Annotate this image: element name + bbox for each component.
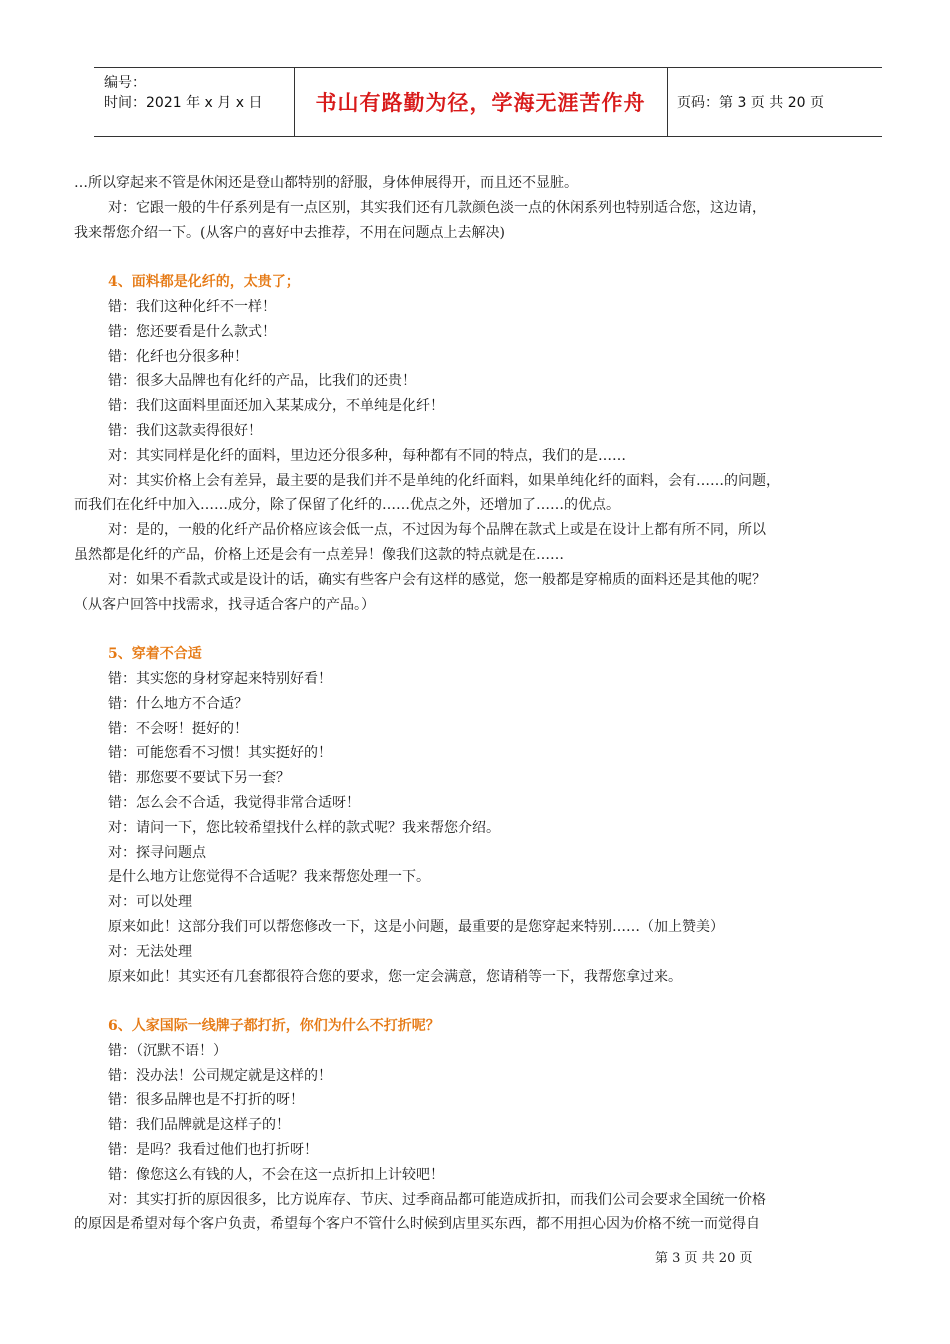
body-line: 对：可以处理 bbox=[108, 894, 192, 911]
header-page-number: 页码：第 3 页 共 20 页 bbox=[677, 95, 824, 111]
body-line: 原来如此！这部分我们可以帮您修改一下，这是小问题，最重要的是您穿起来特别……（加上赞美） bbox=[108, 918, 724, 935]
body-line: 错：不会呀！挺好的！ bbox=[108, 720, 248, 737]
body-line: 错：什么地方不合适？ bbox=[108, 695, 248, 712]
paragraph-line: 对：其实打折的原因很多，比方说库存、节庆、过季商品都可能造成折扣，而我们公司会要求全国统一价格 bbox=[108, 1191, 766, 1208]
paragraph-line: 我来帮您介绍一下。(从客户的喜好中去推荐，不用在问题点上去解决) bbox=[74, 224, 505, 241]
header-motto-cell bbox=[294, 68, 668, 136]
body-line: 错：我们这面料里面还加入某某成分，不单纯是化纤！ bbox=[108, 398, 444, 415]
body-line: 错：我们品牌就是这样子的！ bbox=[108, 1117, 290, 1134]
body-line: 错：我们这款卖得很好！ bbox=[108, 422, 262, 439]
body-line: 是什么地方让您觉得不合适呢？我来帮您处理一下。 bbox=[108, 869, 430, 886]
header-motto: 书山有路勤为径，学海无涯苦作舟 bbox=[315, 91, 646, 115]
body-line: 错：您还要看是什么款式！ bbox=[108, 323, 276, 340]
body-line: 对：探寻问题点 bbox=[108, 844, 206, 861]
body-line: 对：请问一下，您比较希望找什么样的款式呢？我来帮您介绍。 bbox=[108, 819, 500, 836]
body-line: 原来如此！其实还有几套都很符合您的要求，您一定会满意，您请稍等一下，我帮您拿过来。 bbox=[108, 968, 682, 985]
paragraph-line: 对：如果不看款式或是设计的话，确实有些客户会有这样的感觉，您一般都是穿棉质的面料还是其他的呢？ bbox=[108, 571, 766, 588]
section-heading: 5、穿着不合适 bbox=[108, 646, 202, 663]
body-line: 错：怎么会不合适，我觉得非常合适呀！ bbox=[108, 794, 360, 811]
paragraph-spacer bbox=[74, 617, 914, 642]
header-page-cell bbox=[667, 68, 882, 136]
body-line: 错：很多大品牌也有化纤的产品，比我们的还贵！ bbox=[108, 373, 416, 390]
section-heading: 4、面料都是化纤的，太贵了； bbox=[108, 274, 300, 291]
paragraph-line: 对：它跟一般的牛仔系列是有一点区别，其实我们还有几款颜色淡一点的休闲系列也特别适合您，这边请， bbox=[108, 199, 766, 216]
page-header bbox=[94, 67, 882, 137]
header-meta-cell bbox=[94, 68, 295, 136]
body-line: 错：是吗？我看过他们也打折呀！ bbox=[108, 1142, 318, 1159]
paragraph-line: 的原因是希望对每个客户负责，希望每个客户不管什么时候到店里买东西，都不用担心因为价格不统一而觉得自 bbox=[74, 1216, 760, 1233]
body-line: 错：我们这种化纤不一样！ bbox=[108, 298, 276, 315]
paragraph-line: 对：其实价格上会有差异，最主要的是我们并不是单纯的化纤面料，如果单纯化纤的面料，会有……的问题， bbox=[108, 472, 780, 489]
paragraph-line: （从客户回答中找需求，找寻适合客户的产品。） bbox=[74, 596, 375, 613]
paragraph-line: 而我们在化纤中加入……成分，除了保留了化纤的……优点之外，还增加了……的优点。 bbox=[74, 497, 620, 514]
body-line: 错：像您这么有钱的人，不会在这一点折扣上计较吧！ bbox=[108, 1166, 444, 1183]
body-line: 错：化纤也分很多种！ bbox=[108, 348, 248, 365]
body-line: 错：没办法！公司规定就是这样的！ bbox=[108, 1067, 332, 1084]
page-footer: 第 3 页 共 20 页 bbox=[655, 1251, 753, 1266]
section-heading: 6、人家国际一线牌子都打折，你们为什么不打折呢？ bbox=[108, 1018, 440, 1035]
document-number-label: 编号： bbox=[104, 75, 146, 91]
paragraph-line: 虽然都是化纤的产品，价格上还是会有一点差异！像我们这款的特点就是在…… bbox=[74, 546, 564, 563]
body-line: 错：（沉默不语！） bbox=[108, 1042, 227, 1059]
body-line: 对：其实同样是化纤的面料，里边还分很多种，每种都有不同的特点，我们的是…… bbox=[108, 447, 626, 464]
paragraph-line: …所以穿起来不管是休闲还是登山都特别的舒服，身体伸展得开，而且还不显脏。 bbox=[74, 175, 578, 191]
body-line: 错：其实您的身材穿起来特别好看！ bbox=[108, 670, 332, 687]
body-line: 对：无法处理 bbox=[108, 943, 192, 960]
document-body bbox=[74, 171, 914, 1237]
body-line: 错：很多品牌也是不打折的呀！ bbox=[108, 1092, 304, 1109]
paragraph-spacer bbox=[74, 989, 914, 1014]
document-time-label: 时间：2021 年 x 月 x 日 bbox=[104, 95, 263, 111]
body-line: 错：可能您看不习惯！其实挺好的！ bbox=[108, 745, 332, 762]
paragraph-line: 对：是的，一般的化纤产品价格应该会低一点，不过因为每个品牌在款式上或是在设计上都有所不同，所以 bbox=[108, 522, 766, 539]
body-line: 错：那您要不要试下另一套？ bbox=[108, 770, 290, 787]
paragraph-spacer bbox=[74, 245, 914, 270]
